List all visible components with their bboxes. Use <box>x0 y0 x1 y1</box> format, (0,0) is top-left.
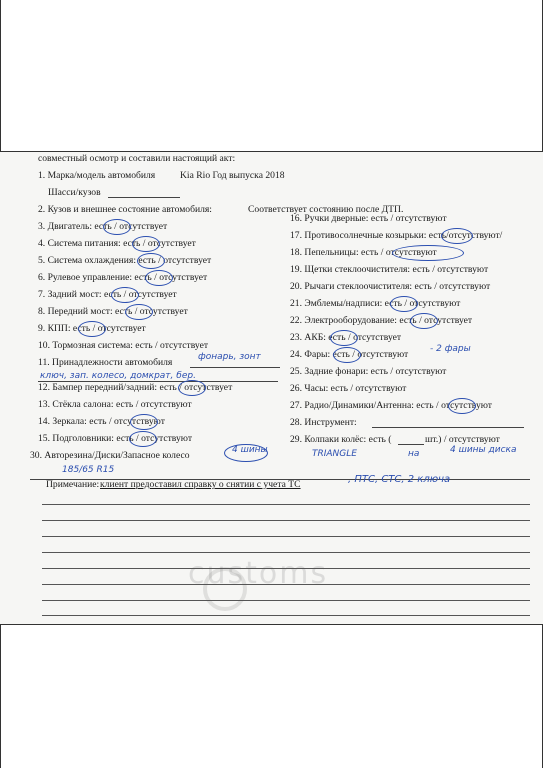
item-headlights: 24. Фары: есть / отсутствуют <box>290 349 409 360</box>
item-bumper: 12. Бампер передний/задний: есть / отсутствует <box>38 382 233 393</box>
body-label: 2. Кузов и внешнее состояние автомобиля: <box>38 204 212 215</box>
cooling-choice-mark <box>137 253 165 269</box>
note-line-2 <box>42 520 530 521</box>
headlights-choice-mark <box>333 347 361 363</box>
note-line-5 <box>42 568 530 569</box>
note-line-4 <box>42 552 530 553</box>
item-ashtrays: 18. Пепельницы: есть / отсутствуют <box>290 247 437 258</box>
note-line-1 <box>42 504 530 505</box>
body-value: Соответствует состоянию после ДТП. <box>248 204 404 215</box>
item-cabin-glass: 13. Стёкла салона: есть / отсутствуют <box>38 399 192 410</box>
wheels-count-handwriting: 4 шины <box>232 445 268 455</box>
item-battery: 23. АКБ: есть / отсутствует <box>290 332 402 343</box>
bumper-choice-mark <box>178 380 206 396</box>
mirrors-choice-mark <box>130 414 158 430</box>
front-axle-choice-mark <box>125 304 153 320</box>
accessories-handwriting: фонарь, зонт <box>198 352 261 362</box>
item-rear-axle: 7. Задний мост: есть / отсутствует <box>38 289 177 300</box>
sun-visors-choice-mark <box>441 228 473 244</box>
note-line-3 <box>42 536 530 537</box>
note-value: клиент предоставил справку о снятии с учета ТС <box>100 479 301 490</box>
note-line-8 <box>42 615 530 616</box>
note-line-6 <box>42 584 530 585</box>
vehicle-model-value: Kia Rio Год выпуска 2018 <box>180 170 285 181</box>
rear-axle-choice-mark <box>111 287 139 303</box>
engine-choice-mark <box>103 219 131 235</box>
item-cooling-system: 5. Система охлаждения: есть / отсутствует <box>38 255 212 266</box>
item-steering: 6. Рулевое управление: есть / отсутствует <box>38 272 208 283</box>
item-hub-caps: 29. Колпаки колёс: есть ( <box>290 434 392 445</box>
electrical-choice-mark <box>410 313 438 329</box>
top-blank-area <box>0 0 543 152</box>
item-tires-wheels: 30. Авторезина/Диски/Запасное колесо <box>30 450 190 461</box>
gearbox-choice-mark <box>78 321 106 337</box>
tools-blank <box>372 427 524 428</box>
inspection-act-sheet <box>0 152 543 624</box>
item-accessories: 11. Принадлежности автомобиля <box>38 357 173 368</box>
wheels-note-handwriting: TRIANGLE <box>312 449 357 459</box>
accessories-handwriting-continued: ключ, зап. колесо, домкрат, бер. <box>40 371 196 381</box>
battery-choice-mark <box>330 330 358 346</box>
item-fuel-system: 4. Система питания: есть / отсутствует <box>38 238 196 249</box>
vehicle-model-label: 1. Марка/модель автомобиля <box>38 170 156 181</box>
item-hub-caps-rest: шт.) / отсутствуют <box>425 434 500 445</box>
wheels-note-handwriting-2: на <box>408 449 420 459</box>
chassis-blank <box>108 197 180 198</box>
tire-size-handwriting: 185/65 R15 <box>62 465 115 475</box>
item-engine: 3. Двигатель: есть / отсутствует <box>38 221 168 232</box>
item-sun-visors: 17. Противосолнечные козырьки: есть/отсутствуют/ <box>290 230 503 241</box>
emblems-choice-mark <box>390 296 418 312</box>
hub-caps-count-blank <box>398 444 424 445</box>
accessories-blank <box>190 367 280 368</box>
chassis-label: Шасси/кузов <box>48 187 101 198</box>
fuel-system-choice-mark <box>132 236 160 252</box>
item-tools: 28. Инструмент: <box>290 417 357 428</box>
item-electrical: 22. Электрооборудование: есть / отсутствует <box>290 315 473 326</box>
item-tail-lights: 25. Задние фонари: есть / отсутствуют <box>290 366 447 377</box>
steering-choice-mark <box>145 270 173 286</box>
item-front-axle: 8. Передний мост: есть / отсутствует <box>38 306 188 317</box>
radio-choice-mark <box>448 398 476 414</box>
item-headrests: 15. Подголовники: есть / отсутствуют <box>38 433 193 444</box>
item-gearbox: 9. КПП: есть / отсутствует <box>38 323 146 334</box>
item-door-handles: 16. Ручки дверные: есть / отсутствуют <box>290 213 447 224</box>
item-brake-system: 10. Тормозная система: есть / отсутствует <box>38 340 209 351</box>
headlights-handwriting: - 2 фары <box>430 344 471 354</box>
item-wiper-arms: 20. Рычаги стеклоочистителя: есть / отсутствуют <box>290 281 491 292</box>
ashtrays-choice-mark <box>392 245 464 261</box>
note-label: Примечание: <box>46 479 100 490</box>
wheels-note-handwriting-3: 4 шины диска <box>450 445 517 455</box>
item-wiper-blades: 19. Щетки стеклоочистителя: есть / отсутствуют <box>290 264 489 275</box>
note-handwriting: , ПТС, СТС, 2 ключа <box>348 474 451 485</box>
item-mirrors: 14. Зеркала: есть / отсутствуют <box>38 416 165 427</box>
headrests-choice-mark <box>129 431 157 447</box>
item-clock: 26. Часы: есть / отсутствуют <box>290 383 407 394</box>
watermark: сustoms <box>188 556 329 591</box>
item-radio: 27. Радио/Динамики/Антенна: есть / отсутствуют <box>290 400 492 411</box>
intro-text: совместный осмотр и составили настоящий акт: <box>38 153 236 164</box>
wheels-count-mark <box>224 444 268 462</box>
item-emblems: 21. Эмблемы/надписи: есть / отсутствуют <box>290 298 461 309</box>
bottom-blank-area <box>0 624 543 768</box>
note-line-7 <box>42 600 530 601</box>
